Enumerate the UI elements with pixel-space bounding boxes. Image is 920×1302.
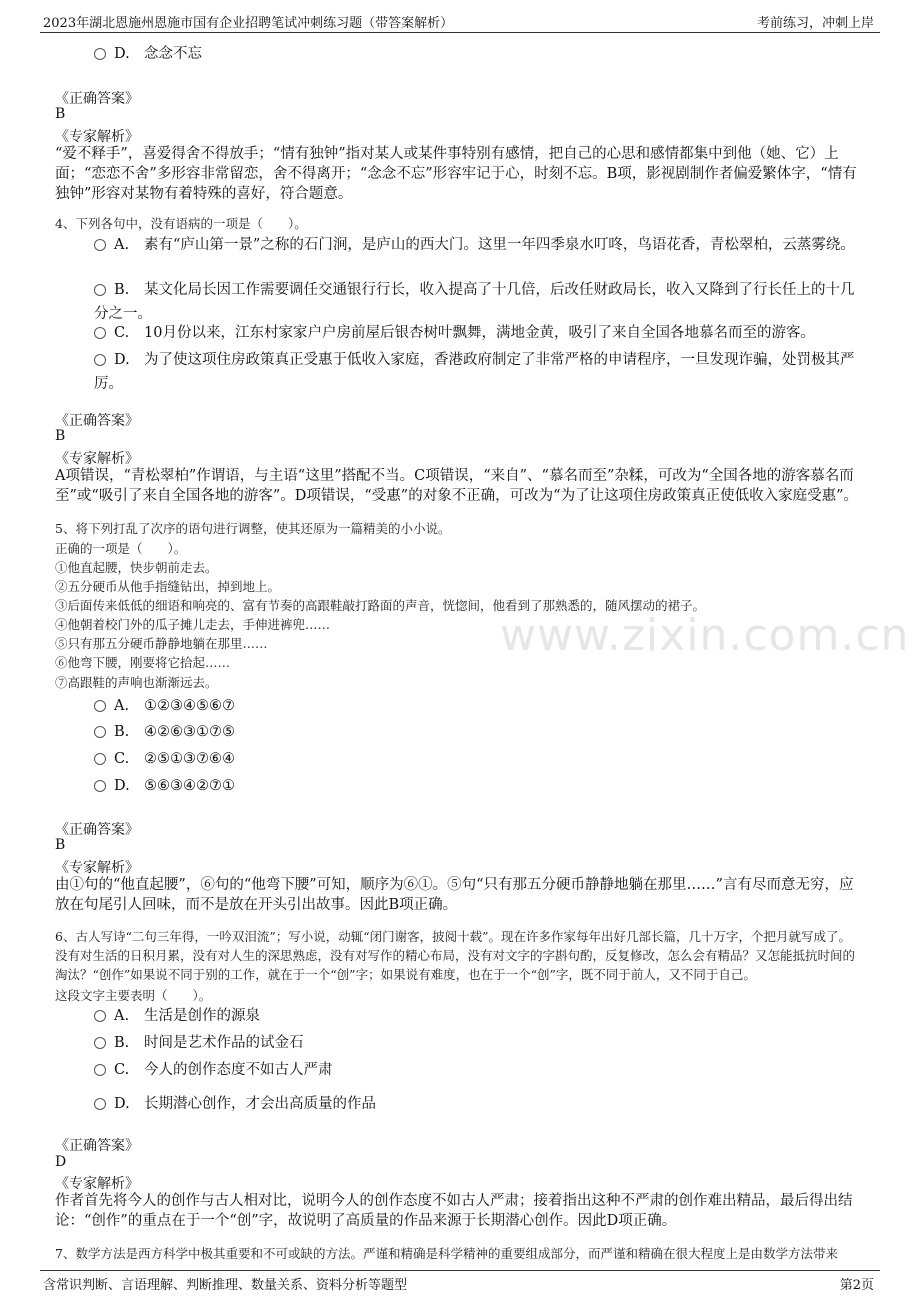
q5-ask: 正确的一项是（ ）。 [55,541,187,556]
radio-icon[interactable] [94,327,106,339]
watermark: www.zixin.com.cn [500,610,910,661]
analysis-label: 《专家解析》 [55,451,139,467]
analysis-label: 《专家解析》 [55,129,139,145]
answer-label: 《正确答案》 [55,822,139,838]
q5-sentence: ④他朝着校门外的瓜子摊儿走去，手伸进裤兜…… [55,617,331,632]
q4-option-c[interactable]: C. 10月份以来，江东村家家户户房前屋后银杏树叶飘舞，满地金黄，吸引了来自全国各地慕名而至的游客。 [94,321,864,345]
radio-icon[interactable] [94,700,106,712]
page-header [40,10,880,33]
answer-label: 《正确答案》 [55,1138,139,1154]
answer-label: 《正确答案》 [55,413,139,429]
radio-icon[interactable] [94,1010,106,1022]
page-number: 第2页 [839,1278,874,1293]
q4-analysis: A项错误，“青松翠柏”作谓语，与主语“这里”搭配不当。C项错误，“来自”、“慕名而至”杂糅，可改为“全国各地的游客慕名而至”或“吸引了来自全国各地的游客”。D项错误，“受惠”的对象不正确，可改为“为了让这项住房政策真正使低收入家庭受惠”。 [55,468,859,504]
q5-option-a[interactable]: A. ①②③④⑤⑥⑦ [94,694,864,718]
q5-sentence: ⑤只有那五分硬币静静地躺在那里…… [55,636,268,651]
radio-icon[interactable] [94,780,106,792]
q3-answer: B [55,106,66,122]
q6-ask: 这段文字主要表明（ ）。 [55,988,212,1003]
analysis-label: 《专家解析》 [55,860,139,876]
q5-sentence: ②五分硬币从他手指缝钻出，掉到地上。 [55,579,281,594]
q6-option-d[interactable]: D. 长期潜心创作，才会出高质量的作品 [94,1092,864,1116]
radio-icon[interactable] [94,1098,106,1110]
answer-label: 《正确答案》 [55,91,139,107]
q6-answer: D [55,1154,67,1170]
q3-analysis: “爱不释手”，喜爱得舍不得放手；“情有独钟”指对某人或某件事特别有感情，把自己的心思和感情都集中到他（她、它）上面；“恋恋不舍”多形容非常留恋，舍不得离开；“念念不忘”形容牢记于心，时刻不忘。B项，影视剧制作者偏爱繁体字，“情有独钟”形容对某物有着特殊的喜好，符合题意。 [55,146,857,202]
q6-option-b[interactable]: B. 时间是艺术作品的试金石 [94,1031,864,1055]
q5-analysis: 由①句的“他直起腰”，⑥句的“他弯下腰”可知，顺序为⑥①。⑤句“只有那五分硬币静静地躺在那里……”言有尽而意无穷，应放在句尾引人回味，而不是放在开头引出故事。因此B项正确。 [55,877,854,913]
q6-option-a[interactable]: A. 生活是创作的源泉 [94,1004,864,1028]
q5-option-b[interactable]: B. ④②⑥③①⑦⑤ [94,720,864,744]
radio-icon[interactable] [94,753,106,765]
q4-stem: 4、下列各句中，没有语病的一项是（ ）。 [55,216,307,231]
q4-answer: B [55,428,66,444]
q5-answer: B [55,837,66,853]
radio-icon[interactable] [94,354,106,366]
q7-stem: 7、数学方法是西方科学中极其重要和不可或缺的方法。严谨和精确是科学精神的重要组成部分，而严谨和精确在很大程度上是由数学方法带来 [55,1246,838,1261]
radio-icon[interactable] [94,284,106,296]
page-footer [40,1270,880,1295]
radio-icon[interactable] [94,239,106,251]
q5-option-d[interactable]: D. ⑤⑥③④②⑦① [94,774,864,798]
analysis-label: 《专家解析》 [55,1176,139,1192]
radio-icon[interactable] [94,48,106,60]
q5-sentence: ①他直起腰，快步朝前走去。 [55,560,218,575]
q5-sentence: ⑥他弯下腰，刚要将它拾起…… [55,655,231,670]
q4-option-b[interactable]: B. 某文化局长因工作需要调任交通银行行长，收入提高了十几倍，后改任财政局长，收入又降到了行长任上的十几分之一。 [94,282,855,322]
radio-icon[interactable] [94,1037,106,1049]
q4-option-a[interactable]: A. 素有“庐山第一景”之称的石门涧，是庐山的西大门。这里一年四季泉水叮咚，鸟语花香，青松翠柏，云蒸雾绕。 [94,233,864,257]
footer-topics: 含常识判断、言语理解、判断推理、数量关系、资料分析等题型 [43,1278,408,1293]
q5-option-c[interactable]: C. ②⑤①③⑦⑥④ [94,747,864,771]
q6-analysis: 作者首先将今人的创作与古人相对比，说明今人的创作态度不如古人严肃；接着指出这种不严肃的创作难出精品，最后得出结论：“创作”的重点在于一个“创”字，故说明了高质量的作品来源于长期潜心创作。因此D项正确。 [55,1193,853,1229]
q5-stem: 5、将下列打乱了次序的语句进行调整，使其还原为一篇精美的小小说。 [55,521,451,536]
q4-option-d[interactable]: D. 为了使这项住房政策真正受惠于低收入家庭，香港政府制定了非常严格的申请程序，一旦发现诈骗，处罚极其严厉。 [94,352,855,392]
q6-stem: 6、古人写诗“二句三年得，一吟双泪流”；写小说，动辄“闭门谢客，披阅十载”。现在许多作家每年出好几部长篇，几十万字，个把月就写成了。没有对生活的日积月累，没有对人生的深思熟虑，没有对写作的精心布局，没有对文字的字斟句酌，反复修改，怎么会有精品？又怎能抵抗时间的淘汰？“创作”如果说不同于别的工作，就在于一个“创”字；如果说有难度，也在于一个“创”字，既不同于前人，又不同于自己。 [55,929,856,982]
q6-option-c[interactable]: C. 今人的创作态度不如古人严肃 [94,1058,864,1082]
radio-icon[interactable] [94,726,106,738]
q5-sentence: ③后面传来低低的细语和响亮的、富有节奏的高跟鞋敲打路面的声音，恍惚间，他看到了那熟悉的，随风摆动的裙子。 [55,598,706,613]
q5-sentence: ⑦高跟鞋的声响也渐渐远去。 [55,675,218,690]
document-title: 2023年湖北恩施州恩施市国有企业招聘笔试冲刺练习题（带答案解析） [43,16,454,31]
header-slogan: 考前练习，冲刺上岸 [756,16,874,31]
radio-icon[interactable] [94,1064,106,1076]
q3-option-d[interactable]: D. 念念不忘 [94,42,864,66]
